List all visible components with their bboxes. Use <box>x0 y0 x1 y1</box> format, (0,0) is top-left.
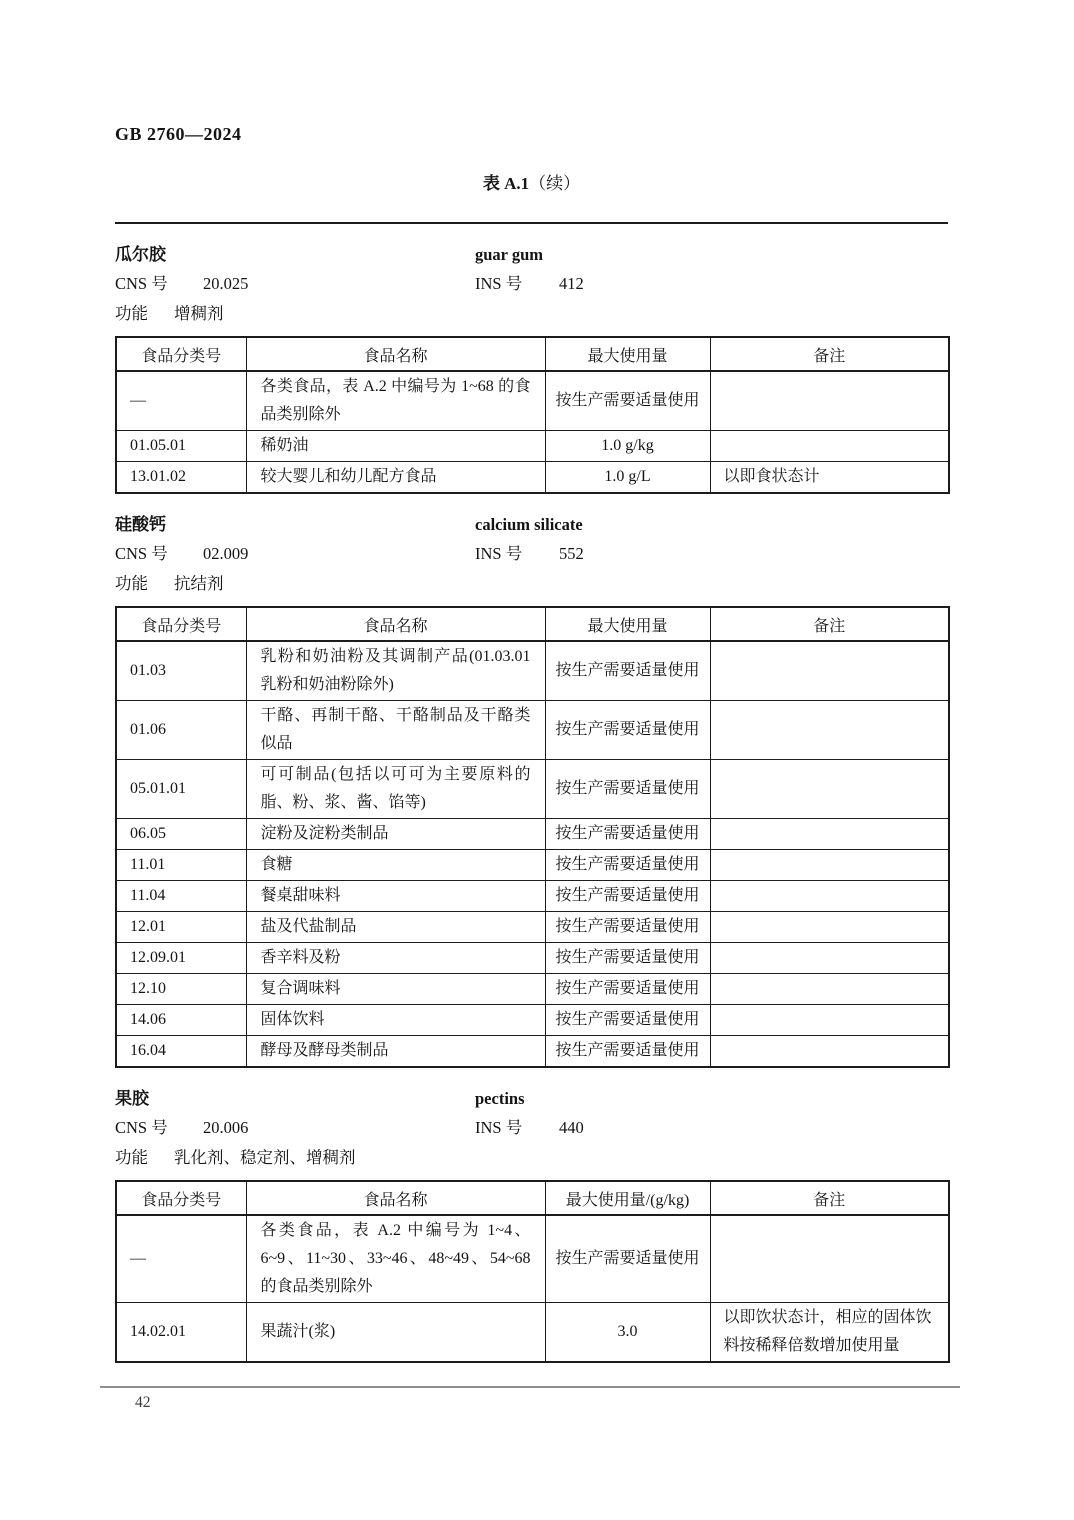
ins-field <box>475 540 948 564</box>
table-cell <box>710 1215 949 1303</box>
table-cell: 按生产需要适量使用 <box>545 371 710 431</box>
table-cell: 复合调味料 <box>246 974 545 1005</box>
table-cell <box>710 881 949 912</box>
column-header-max-usage: 最大使用量 <box>545 337 710 371</box>
section-name-row <box>115 510 948 540</box>
function-label: 功能 <box>115 304 148 323</box>
table-cell: 以即食状态计 <box>710 462 949 494</box>
column-header-max-usage: 最大使用量/(g/kg) <box>545 1181 710 1215</box>
table-cell: 16.04 <box>116 1036 246 1068</box>
additive-name-en: guar gum <box>475 245 543 264</box>
column-header-note: 备注 <box>710 337 949 371</box>
table-cell: 香辛料及粉 <box>246 943 545 974</box>
table-cell: 按生产需要适量使用 <box>545 701 710 760</box>
additive-section-pectins <box>115 1084 948 1363</box>
page-number: 42 <box>135 1394 151 1411</box>
table-row <box>116 850 949 881</box>
table-cell <box>710 1036 949 1068</box>
table-cell: 13.01.02 <box>116 462 246 494</box>
table-cell: 按生产需要适量使用 <box>545 819 710 850</box>
table-cell: 1.0 g/L <box>545 462 710 494</box>
table-cell: 按生产需要适量使用 <box>545 641 710 701</box>
column-header-food-name: 食品名称 <box>246 607 545 641</box>
table-cell <box>710 701 949 760</box>
ins-label: INS 号 <box>475 274 523 293</box>
table-header-row <box>116 337 949 371</box>
usage-table-calcium-silicate <box>115 606 950 1068</box>
table-cell: 06.05 <box>116 819 246 850</box>
table-cell: 食糖 <box>246 850 545 881</box>
function-value: 抗结剂 <box>174 574 224 593</box>
table-cell <box>710 431 949 462</box>
table-cell: 较大婴儿和幼儿配方食品 <box>246 462 545 494</box>
cns-label: CNS 号 <box>115 1118 168 1137</box>
ins-value: 412 <box>559 274 584 293</box>
table-cell: — <box>116 371 246 431</box>
table-title-continued: （续） <box>529 174 581 193</box>
ins-field <box>475 1114 948 1138</box>
function-label: 功能 <box>115 574 148 593</box>
table-cell: 01.05.01 <box>116 431 246 462</box>
section-function-row <box>115 1144 948 1174</box>
column-header-category: 食品分类号 <box>116 607 246 641</box>
table-cell: 12.09.01 <box>116 943 246 974</box>
table-cell <box>710 974 949 1005</box>
table-row <box>116 819 949 850</box>
table-row <box>116 912 949 943</box>
table-row <box>116 641 949 701</box>
table-cell <box>710 850 949 881</box>
cns-field <box>115 540 475 564</box>
table-cell: 05.01.01 <box>116 760 246 819</box>
table-row <box>116 1036 949 1068</box>
additive-name-en: calcium silicate <box>475 515 583 534</box>
table-cell: 01.03 <box>116 641 246 701</box>
table-row <box>116 974 949 1005</box>
cns-field <box>115 270 475 294</box>
table-cell: — <box>116 1215 246 1303</box>
table-title <box>115 169 948 194</box>
table-cell: 按生产需要适量使用 <box>545 881 710 912</box>
table-cell <box>710 641 949 701</box>
table-cell: 按生产需要适量使用 <box>545 1036 710 1068</box>
section-function-row <box>115 570 948 600</box>
cns-label: CNS 号 <box>115 274 168 293</box>
column-header-note: 备注 <box>710 607 949 641</box>
section-name-row <box>115 240 948 270</box>
table-row <box>116 1215 949 1303</box>
table-row <box>116 1005 949 1036</box>
standard-code: GB 2760—2024 <box>115 124 242 144</box>
function-value: 乳化剂、稳定剂、增稠剂 <box>174 1148 356 1167</box>
table-cell <box>710 943 949 974</box>
cns-value: 20.025 <box>203 274 249 293</box>
additive-name-en: pectins <box>475 1089 525 1108</box>
table-header-row <box>116 607 949 641</box>
cns-label: CNS 号 <box>115 544 168 563</box>
additive-name-cn: 瓜尔胶 <box>115 245 166 264</box>
additive-section-calcium-silicate <box>115 510 948 1068</box>
footer-divider <box>100 1386 960 1388</box>
table-cell: 干酪、再制干酪、干酪制品及干酪类似品 <box>246 701 545 760</box>
table-cell: 各类食品，表 A.2 中编号为 1~4、6~9、11~30、33~46、48~49、54~68 的食品类别除外 <box>246 1215 545 1303</box>
table-cell: 按生产需要适量使用 <box>545 1215 710 1303</box>
table-cell: 餐桌甜味料 <box>246 881 545 912</box>
table-cell: 按生产需要适量使用 <box>545 943 710 974</box>
table-cell: 12.10 <box>116 974 246 1005</box>
table-cell <box>710 819 949 850</box>
table-row <box>116 431 949 462</box>
table-cell: 3.0 <box>545 1303 710 1363</box>
column-header-max-usage: 最大使用量 <box>545 607 710 641</box>
ins-label: INS 号 <box>475 544 523 563</box>
table-cell: 乳粉和奶油粉及其调制产品(01.03.01 乳粉和奶油粉除外) <box>246 641 545 701</box>
table-cell: 可可制品(包括以可可为主要原料的脂、粉、浆、酱、馅等) <box>246 760 545 819</box>
column-header-category: 食品分类号 <box>116 337 246 371</box>
table-cell <box>710 1005 949 1036</box>
table-cell: 淀粉及淀粉类制品 <box>246 819 545 850</box>
table-cell: 11.01 <box>116 850 246 881</box>
section-codes-row <box>115 540 948 570</box>
section-function-row <box>115 300 948 330</box>
cns-value: 02.009 <box>203 544 249 563</box>
ins-value: 440 <box>559 1118 584 1137</box>
ins-value: 552 <box>559 544 584 563</box>
table-row <box>116 462 949 494</box>
table-row <box>116 701 949 760</box>
table-cell: 按生产需要适量使用 <box>545 850 710 881</box>
table-cell: 按生产需要适量使用 <box>545 1005 710 1036</box>
table-cell: 按生产需要适量使用 <box>545 974 710 1005</box>
table-title-number: 表 A.1 <box>482 174 530 193</box>
table-cell: 盐及代盐制品 <box>246 912 545 943</box>
title-divider <box>115 222 948 224</box>
table-header-row <box>116 1181 949 1215</box>
usage-table-guar-gum <box>115 336 950 494</box>
column-header-note: 备注 <box>710 1181 949 1215</box>
additive-name-cn: 果胶 <box>115 1089 149 1108</box>
column-header-food-name: 食品名称 <box>246 1181 545 1215</box>
table-cell: 14.02.01 <box>116 1303 246 1363</box>
function-label: 功能 <box>115 1148 148 1167</box>
table-row <box>116 943 949 974</box>
table-cell: 01.06 <box>116 701 246 760</box>
column-header-category: 食品分类号 <box>116 1181 246 1215</box>
table-cell: 酵母及酵母类制品 <box>246 1036 545 1068</box>
usage-table-pectins <box>115 1180 950 1363</box>
additive-section-guar-gum <box>115 240 948 494</box>
table-cell: 以即饮状态计，相应的固体饮料按稀释倍数增加使用量 <box>710 1303 949 1363</box>
table-cell: 按生产需要适量使用 <box>545 912 710 943</box>
table-cell <box>710 760 949 819</box>
table-row <box>116 1303 949 1363</box>
table-cell: 11.04 <box>116 881 246 912</box>
table-cell: 14.06 <box>116 1005 246 1036</box>
section-name-row <box>115 1084 948 1114</box>
column-header-food-name: 食品名称 <box>246 337 545 371</box>
section-codes-row <box>115 1114 948 1144</box>
table-cell: 1.0 g/kg <box>545 431 710 462</box>
table-cell: 各类食品，表 A.2 中编号为 1~68 的食品类别除外 <box>246 371 545 431</box>
table-cell <box>710 912 949 943</box>
table-cell: 12.01 <box>116 912 246 943</box>
table-cell: 果蔬汁(浆) <box>246 1303 545 1363</box>
cns-value: 20.006 <box>203 1118 249 1137</box>
table-cell: 固体饮料 <box>246 1005 545 1036</box>
table-cell: 按生产需要适量使用 <box>545 760 710 819</box>
section-codes-row <box>115 270 948 300</box>
ins-label: INS 号 <box>475 1118 523 1137</box>
additive-name-cn: 硅酸钙 <box>115 515 166 534</box>
page-content <box>115 124 948 1363</box>
table-row <box>116 371 949 431</box>
ins-field <box>475 270 948 294</box>
table-row <box>116 760 949 819</box>
table-row <box>116 881 949 912</box>
table-cell: 稀奶油 <box>246 431 545 462</box>
cns-field <box>115 1114 475 1138</box>
function-value: 增稠剂 <box>174 304 224 323</box>
table-cell <box>710 371 949 431</box>
